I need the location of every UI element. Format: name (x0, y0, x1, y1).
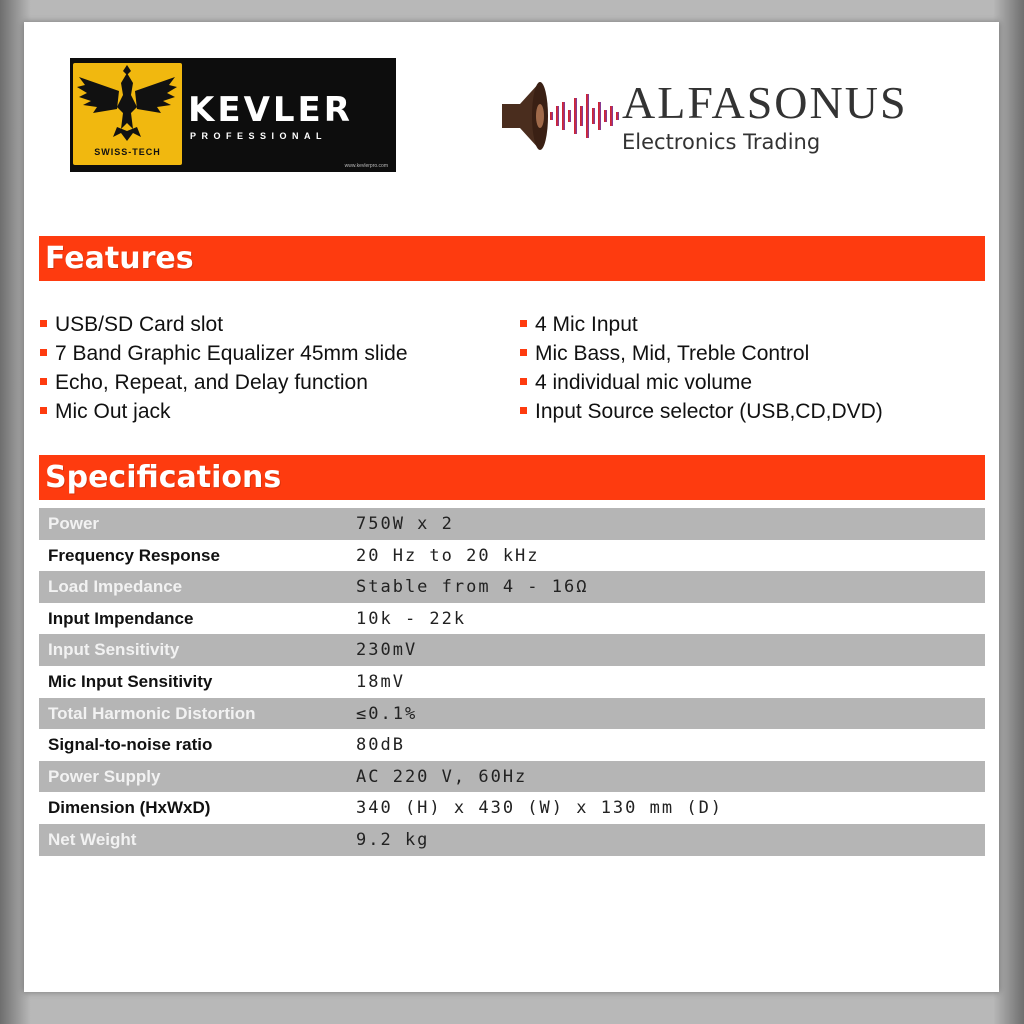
speaker-waveform-icon (496, 76, 620, 156)
eagle-icon (73, 63, 182, 145)
feature-item (520, 368, 883, 397)
feature-item (520, 339, 883, 368)
bullet-icon (520, 349, 527, 356)
spec-row (39, 666, 985, 698)
spec-label: Net Weight (48, 829, 137, 849)
alfasonus-tagline: Electronics Trading (622, 130, 821, 154)
bullet-icon (40, 349, 47, 356)
feature-item (40, 368, 408, 397)
spec-row (39, 634, 985, 666)
bullet-icon (520, 407, 527, 414)
feature-text: Input Source selector (USB,CD,DVD) (535, 400, 883, 423)
spec-value: 230mV (356, 640, 418, 661)
feature-item (40, 397, 408, 426)
feature-text: 7 Band Graphic Equalizer 45mm slide (55, 342, 408, 365)
feature-text: 4 Mic Input (535, 313, 638, 336)
feature-text: Echo, Repeat, and Delay function (55, 371, 368, 394)
spec-value: 9.2 kg (356, 829, 430, 850)
spec-row (39, 508, 985, 540)
spec-row (39, 540, 985, 572)
eagle-badge (73, 63, 182, 165)
feature-text: Mic Out jack (55, 400, 171, 423)
swiss-tech-label: SWISS-TECH (94, 147, 161, 157)
spec-value: 10k - 22k (356, 608, 467, 629)
spec-label: Power Supply (48, 766, 161, 786)
spec-row (39, 792, 985, 824)
spec-value: 20 Hz to 20 kHz (356, 545, 540, 566)
spec-label: Signal-to-noise ratio (48, 735, 213, 755)
kevler-logo (70, 58, 396, 172)
bullet-icon (40, 320, 47, 327)
bullet-icon (40, 378, 47, 385)
spec-value: 340 (H) x 430 (W) x 130 mm (D) (356, 798, 724, 819)
spec-label: Power (48, 514, 100, 533)
feature-item (520, 397, 883, 426)
spec-label: Mic Input Sensitivity (48, 671, 213, 691)
spec-label: Total Harmonic Distortion (48, 703, 256, 723)
specifications-heading: Specifications (39, 455, 985, 500)
bullet-icon (40, 407, 47, 414)
spec-row (39, 824, 985, 856)
kevler-url: www.kevlerpro.com (344, 163, 388, 169)
bullet-icon (520, 320, 527, 327)
spec-row (39, 603, 985, 635)
spec-sheet (24, 22, 999, 992)
spec-value: ≤0.1% (356, 703, 418, 724)
spec-value: AC 220 V, 60Hz (356, 766, 528, 787)
spec-value: 750W x 2 (356, 514, 454, 534)
feature-item (520, 310, 883, 339)
features-list-left (40, 310, 408, 426)
kevler-subtitle: PROFESSIONAL (190, 131, 328, 141)
spec-label: Input Sensitivity (48, 640, 180, 660)
features-heading: Features (39, 236, 985, 281)
feature-text: Mic Bass, Mid, Treble Control (535, 342, 810, 365)
spec-value: 18mV (356, 671, 405, 692)
specifications-table (39, 508, 985, 856)
spec-row (39, 729, 985, 761)
feature-item (40, 339, 408, 368)
spec-value: Stable from 4 - 16Ω (356, 577, 589, 598)
spec-value: 80dB (356, 735, 405, 756)
feature-text: USB/SD Card slot (55, 313, 224, 336)
spec-label: Dimension (HxWxD) (48, 798, 211, 818)
alfasonus-name: ALFASONUS (622, 77, 908, 128)
kevler-brand: KEVLER (188, 90, 353, 130)
features-list-right (520, 310, 883, 426)
spec-label: Input Impendance (48, 608, 194, 628)
bullet-icon (520, 378, 527, 385)
alfasonus-logo (496, 76, 986, 166)
spec-row (39, 571, 985, 603)
feature-text: 4 individual mic volume (535, 371, 753, 394)
spec-label: Load Impedance (48, 577, 183, 597)
spec-row (39, 698, 985, 730)
spec-row (39, 761, 985, 793)
feature-item (40, 310, 408, 339)
spec-label: Frequency Response (48, 545, 220, 565)
